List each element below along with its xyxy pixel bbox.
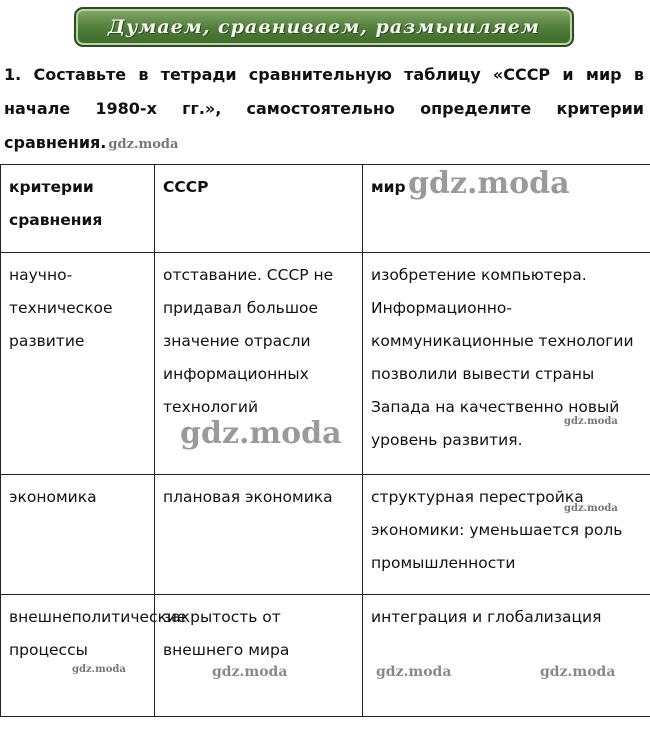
- header-criteria: критерии сравнения: [1, 165, 155, 253]
- cell-criterion: внешнеполитические процессы: [1, 595, 155, 717]
- watermark-small: gdz.moda: [72, 664, 126, 675]
- table-row: [1, 253, 650, 475]
- header-world: мир: [363, 165, 650, 253]
- watermark-large: gdz.moda: [180, 416, 342, 451]
- watermark-large: gdz.moda: [408, 166, 570, 201]
- cell-criterion: экономика: [1, 475, 155, 595]
- watermark-small: gdz.moda: [564, 416, 618, 427]
- cell-criterion: научно-техническое развитие: [1, 253, 155, 475]
- watermark-inline: gdz.moda: [108, 137, 179, 152]
- comparison-table: [0, 164, 650, 717]
- cell-world: структурная перестройка экономики: уменьшается роль промышленности: [363, 475, 650, 595]
- cell-world: изобретение компьютера. Информационно-коммуникационные технологии позволили вывести страны Запада на качественно новый уровень развития.: [363, 253, 650, 475]
- watermark-small: gdz.moda: [564, 503, 618, 514]
- section-banner: [74, 7, 574, 47]
- watermark-medium: gdz.moda: [540, 664, 616, 680]
- table-header-row: [1, 165, 650, 253]
- cell-ussr: закрытость от внешнего мира: [155, 595, 363, 717]
- table-row: [1, 475, 650, 595]
- banner-title: Думаем, сравниваем, размышляем: [108, 16, 540, 38]
- watermark-medium: gdz.moda: [212, 664, 288, 680]
- cell-world: интеграция и глобализация: [363, 595, 650, 717]
- header-ussr: СССР: [155, 165, 363, 253]
- task-paragraph: [4, 58, 644, 162]
- cell-ussr: отставание. СССР не придавал большое значение отрасли информационных технологий: [155, 253, 363, 475]
- watermark-medium: gdz.moda: [376, 664, 452, 680]
- table-row: [1, 595, 650, 717]
- cell-ussr: плановая экономика: [155, 475, 363, 595]
- task-text: 1. Составьте в тетради сравнительную таблицу «СССР и мир в начале 1980-х гг.», самостоятельно определите критерии сравнения.: [4, 65, 644, 152]
